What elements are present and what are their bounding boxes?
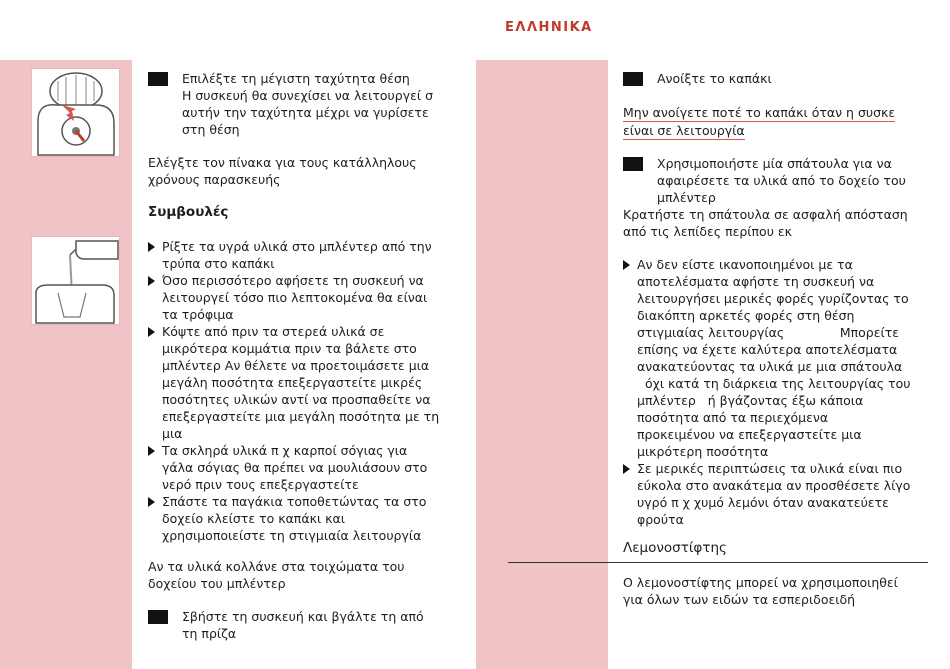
list-item: Τα σκληρά υλικά π χ καρποί σόγιας για γάλα σόγιας θα πρέπει να μουλιάσουν στο νερό πριν τους επεξεργαστείτε [148, 442, 458, 493]
note-check-table: Ελέγξτε τον πίνακα για τους κατάλληλους χρόνους παρασκευής [148, 155, 417, 187]
bullet-icon [148, 327, 155, 337]
tips-list [148, 238, 458, 544]
blender-pour-liquid-icon [31, 236, 120, 325]
step-text: αυτήν την ταχύτητα μέχρι να γυρίσετε [182, 105, 429, 120]
blender-speed-dial-icon [31, 68, 120, 157]
list-item: Σε μερικές περιπτώσεις τα υλικά είναι πιο εύκολα στο ανακάτεμα αν προσθέσετε λίγο υγρό π χ χυμό λεμόνι όταν ανακατεύετε φρούτα [623, 460, 923, 528]
section-text-citrus-press: Ο λεμονοστίφτης μπορεί να χρησιμοποιηθεί για όλων των ειδών τα εσπεριδοειδή [623, 575, 898, 607]
right-tips-list [623, 256, 923, 528]
list-item: Αν δεν είστε ικανοποιημένοι με τα αποτελέσματα αφήστε τη συσκευή να λειτουργήσει μερικές φορές γυρίζοντας το διακόπτη αρκετές φορές στη θέση στιγμιαίας λειτουργίας Μπορείτε επίσης να έχετε καλύτερα αποτελέσματα ανακατεύοντας τα υλικά με μια σπάτουλα όχι κατά τη διάρκεια της λειτουργίας του μπλέντερ ή βγάζοντας έξω κάποια ποσότητα από τα περιεχόμενα προκειμένου να επεξεργαστείτε μια μικρότερη ποσότητα [623, 256, 923, 460]
step-marker [148, 610, 168, 624]
step-switch-off: Σβήστε τη συσκευή και βγάλτε τη από τη πρίζα [148, 608, 458, 642]
list-item: Κόψτε από πριν τα στερεά υλικά σε μικρότερα κομμάτια πριν τα βάλετε στο μπλέντερ Αν θέλετε να προετοιμάσετε μια μεγάλη ποσότητα επεξεργαστείτε μικρές ποσότητες υλικών αντί να προσπαθείτε να επεξεργαστείτε μια μεγάλη ποσότητα με τη μια [148, 323, 458, 442]
middle-margin-band [476, 60, 608, 669]
list-item: Ρίξτε τα υγρά υλικά στο μπλέντερ από την τρύπα στο καπάκι [148, 238, 458, 272]
bullet-icon [148, 242, 155, 252]
step-text: Επιλέξτε τη μέγιστη ταχύτητα θέση [182, 71, 410, 86]
step-use-spatula: Χρησιμοποιήστε μία σπάτουλα για να αφαιρέσετε τα υλικά από το δοχείο του μπλέντερ [623, 155, 923, 206]
note-spatula-distance: Κρατήστε τη σπάτουλα σε ασφαλή απόσταση από τις λεπίδες περίπου εκ [623, 207, 908, 239]
bullet-icon [148, 497, 155, 507]
warning-lid: Μην ανοίγετε ποτέ το καπάκι όταν η συσκε είναι σε λειτουργία [623, 105, 896, 138]
step-marker [623, 72, 643, 86]
step-text: Η συσκευή θα συνεχίσει να λειτουργεί σ [182, 88, 433, 103]
section-title-citrus-press: Λεμονοστίφτης [623, 540, 727, 556]
step-select-max-speed [148, 70, 458, 138]
list-item: Σπάστε τα παγάκια τοποθετώντας τα στο δοχείο κλείστε το καπάκι και χρησιμοποιείστε τη στιγμιαία λειτουργία [148, 493, 458, 544]
language-header: ΕΛΛΗΝΙΚΑ [505, 20, 593, 35]
bullet-icon [623, 260, 630, 270]
list-item: Όσο περισσότερο αφήσετε τη συσκευή να λειτουργεί τόσο πιο λεπτοκομένα θα είναι τα τρόφιμα [148, 272, 458, 323]
step-open-lid: Ανοίξτε το καπάκι [623, 70, 923, 87]
bullet-icon [148, 276, 155, 286]
note-sticking-ingredients: Αν τα υλικά κολλάνε στα τοιχώματα του δοχείου του μπλέντερ [148, 559, 405, 591]
step-text: στη θέση [182, 122, 240, 137]
tips-heading: Συμβουλές [148, 204, 229, 220]
bullet-icon [148, 446, 155, 456]
bullet-icon [623, 464, 630, 474]
step-marker [148, 72, 168, 86]
step-marker [623, 157, 643, 171]
section-divider [508, 562, 928, 563]
